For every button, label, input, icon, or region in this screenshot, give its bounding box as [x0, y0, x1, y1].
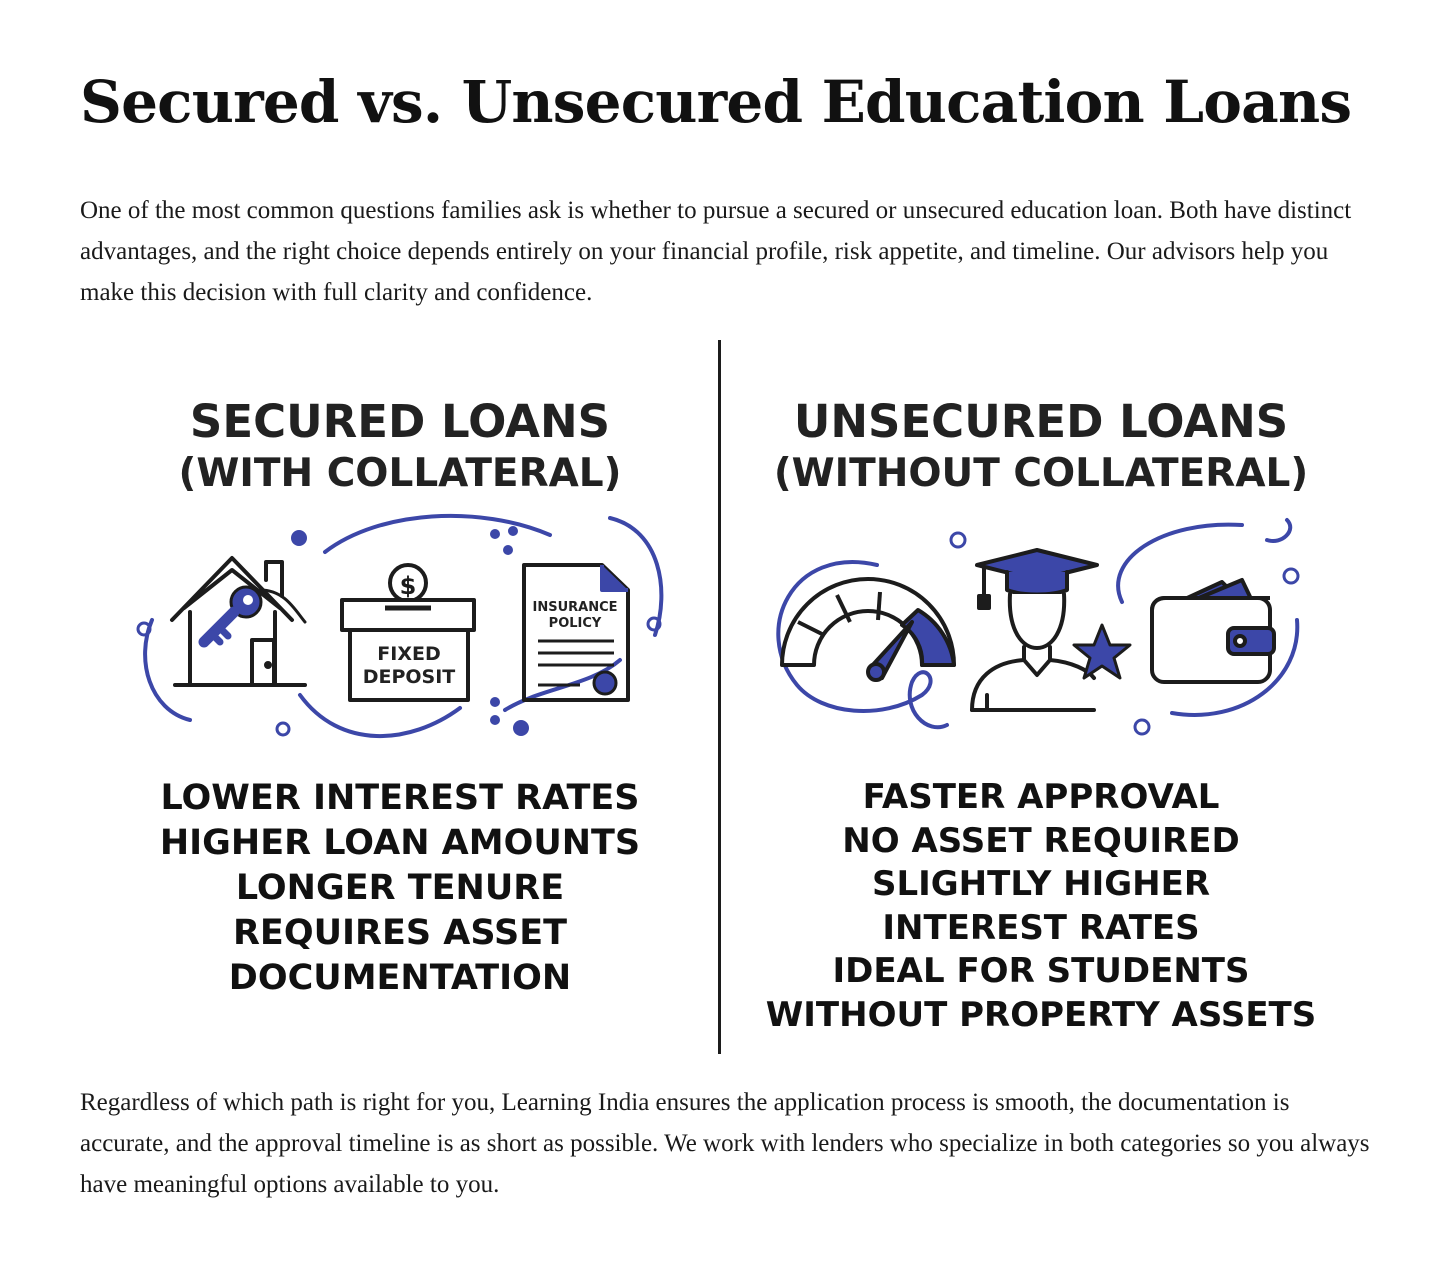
unsecured-feature-item: WITHOUT PROPERTY ASSETS — [765, 994, 1317, 1035]
fixed-deposit-box-icon — [342, 565, 474, 700]
svg-text:$: $ — [399, 572, 417, 600]
insurance-policy-icon — [524, 565, 628, 700]
unsecured-features-list — [722, 776, 1360, 1037]
panel-divider — [718, 340, 721, 1054]
secured-feature-item: HIGHER LOAN AMOUNTS — [159, 823, 641, 863]
secured-feature-item: DOCUMENTATION — [228, 958, 572, 998]
intro-paragraph: One of the most common questions families ask is whether to pursue a secured or unsecured education loan. Both have distinct advantages, and the right choice depends entirely on your financial profile, risk appetite, and timeline. Our advisors help you make this decision with full clarity and confidence. — [80, 197, 1352, 306]
secured-loans-panel — [80, 340, 720, 1056]
house-with-key-icon — [172, 558, 305, 685]
graduate-student-icon — [972, 550, 1097, 710]
unsecured-loans-panel — [722, 340, 1360, 1056]
insurance-label-line1: INSURANCE — [532, 600, 618, 615]
unsecured-heading: UNSECURED LOANS — [793, 395, 1289, 448]
unsecured-feature-item: FASTER APPROVAL — [862, 777, 1220, 817]
unsecured-subheading: (WITHOUT COLLATERAL) — [773, 451, 1309, 496]
secured-illustration — [80, 510, 720, 750]
insurance-label-line2: POLICY — [548, 616, 602, 631]
unsecured-illustration — [722, 510, 1360, 750]
outro-paragraph: Regardless of which path is right for you, Learning India ensures the application process is smooth, the documentation is accurate, and the approval timeline is as short as possible. We work with lenders who specialize in both categories so you always have meaningful options available to you. — [80, 1089, 1370, 1198]
secured-feature-item: LONGER TENURE — [235, 868, 565, 908]
unsecured-feature-item: INTEREST RATES — [882, 907, 1200, 948]
secured-subheading: (WITH COLLATERAL) — [178, 451, 622, 496]
secured-feature-item: LOWER INTEREST RATES — [160, 778, 640, 818]
unsecured-feature-item: NO ASSET REQUIRED — [842, 820, 1240, 861]
unsecured-feature-item: SLIGHTLY HIGHER — [871, 864, 1211, 904]
secured-feature-item: REQUIRES ASSET — [232, 913, 568, 953]
fixed-deposit-label-line2: DEPOSIT — [362, 666, 456, 688]
secured-features-list — [80, 776, 720, 1001]
loan-comparison-infographic — [80, 340, 1360, 1056]
page-title: Secured vs. Unsecured Education Loans — [80, 68, 1352, 136]
secured-heading: SECURED LOANS — [189, 395, 611, 448]
speedometer-icon — [782, 579, 954, 680]
unsecured-feature-item: IDEAL FOR STUDENTS — [832, 951, 1250, 991]
wallet-icon — [1152, 580, 1274, 682]
fixed-deposit-label-line1: FIXED — [377, 643, 441, 665]
